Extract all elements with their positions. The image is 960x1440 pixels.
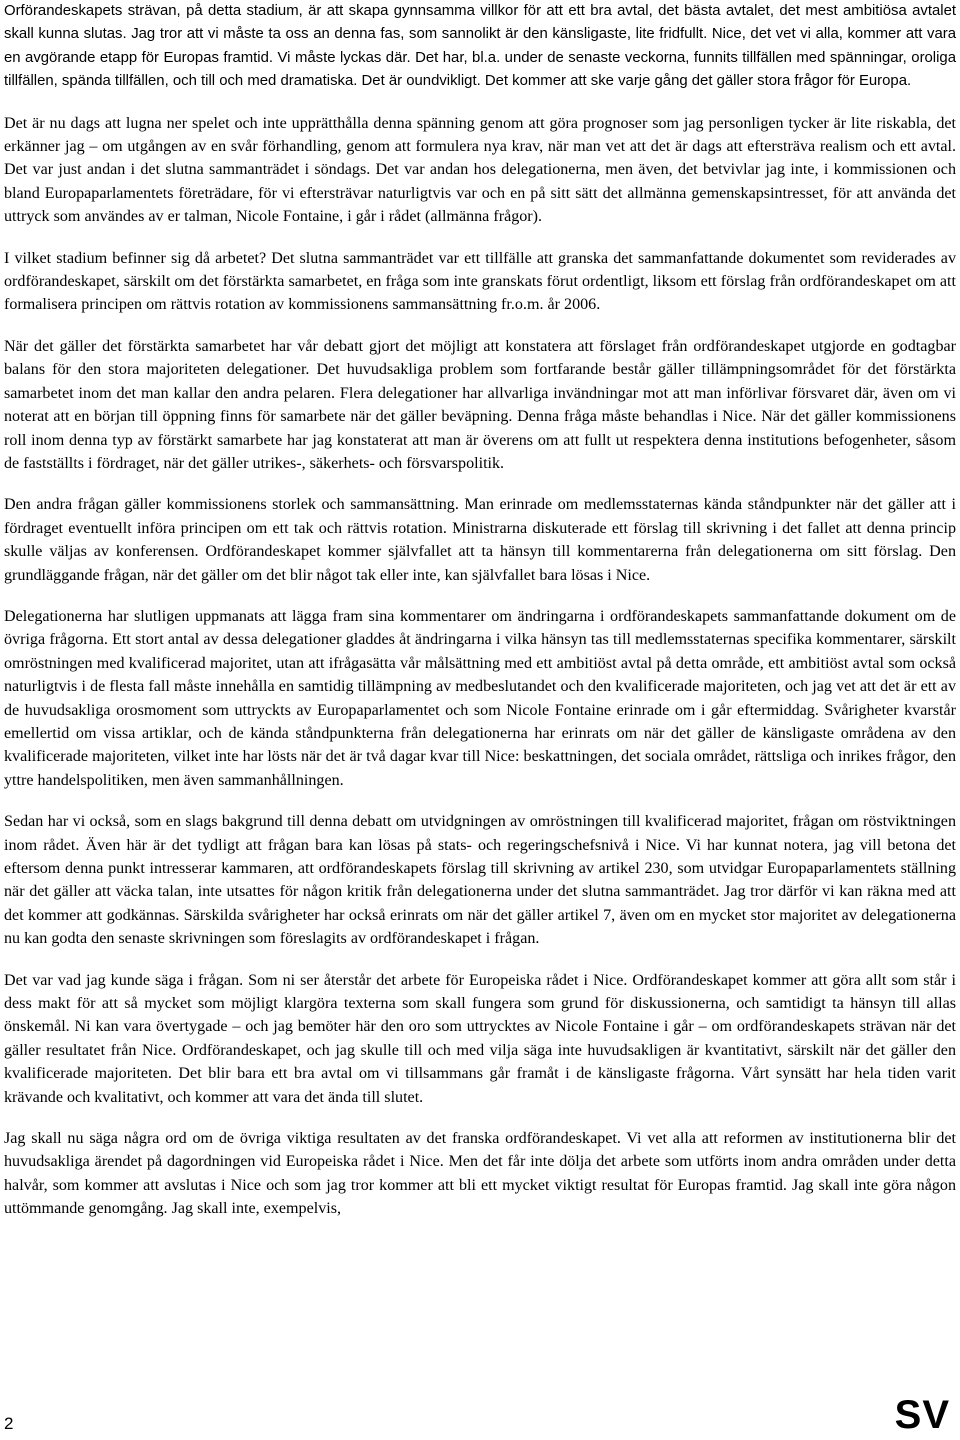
paragraph-2: Det är nu dags att lugna ner spelet och inte upprätthålla denna spänning genom att göra prognoser som jag personligen tycker är lite riskabla, det erkänner jag – om utgången av en svår förhandling, genom att formulera nya krav, när man vet att det är dags att eftersträva realism och ett avtal. Det var just andan i det slutna sammanträdet i söndags. Det var andan hos delegationerna, men även, det betvivlar jag inte, i kommissionen och bland Europaparlamentets företrädare, för vi eftersträvar naturligtvis var och en på sitt sätt det allmänna gemenskapsintresset, för att använda det uttryck som användes av er talman, Nicole Fontaine, i går i rådet (allmänna frågor). [4, 114, 956, 226]
page-number: 2 [4, 1414, 14, 1433]
paragraph-5: Den andra frågan gäller kommissionens storlek och sammansättning. Man erinrade om medlemsstaternas kända ståndpunkter när det gäller att i fördraget eventuellt införa principen om ett tak och rättvis rotation. Ministrarna diskuterade ett förslag till skrivning i det fallet att denna princip skulle väljas av konferensen. Ordförandeskapet kommer självfallet att ta hänsyn till kommentarerna från delegationerna om sitt förslag. Den grundläggande frågan, när det gäller om det blir något tak eller inte, kan självfallet bara lösas i Nice. [4, 496, 956, 584]
paragraph-spacer [4, 229, 956, 247]
paragraph-8: Det var vad jag kunde säga i frågan. Som ni ser återstår det arbete för Europeiska rådet i Nice. Ordförandeskapet kommer att göra allt som står i dess makt för att så mycket som möjligt klargöra texterna som skall fungera som grund för diskussionerna, och samtidigt ta hänsyn till allas önskemål. Ni kan vara övertygade – och jag bemöter här den oro som uttrycktes av Nicole Fontaine i går – om ordförandeskapets strävan när det gäller resultatet från Nice. Ordförandeskapet, och jag skulle till och med vilja säga inte huvudsakligen är kvantitativt, särskilt när det gäller den kvalificerade majoriteten. Det blir bara ett bra avtal om vi tillsammans går framåt i de känsligaste frågorna. Vårt synsätt har hela tiden varit krävande och kvalitativt, och kommer att vara det ända till slutet. [4, 971, 956, 1106]
paragraph-spacer [4, 317, 956, 335]
paragraph-4: När det gäller det förstärkta samarbetet har vår debatt gjort det möjligt att konstatera att förslaget från ordförandeskapet utgjorde en godtagbar balans för den stora majoriteten delegationer. Det huvudsakliga problem som fortfarande består gäller tillämpningsområdet för det förstärkta samarbetet inom det man kallar den andra pelaren. Flera delegationer har allvarliga invändningar mot att man införlivar försvaret där, även om vi noterat att en början till öppning finns för samarbete när det gäller beväpning. Denna fråga måste behandlas i Nice. När det gäller kommissionens roll inom denna typ av förstärkt samarbete har jag konstaterat att man är överens om att fullt ut respektera denna institutions befogenheter, såsom de fastställts i fördraget, när det gäller utrikes-, säkerhets- och försvarspolitik. [4, 337, 956, 472]
document-body [4, 0, 956, 1221]
paragraph-9: Jag skall nu säga några ord om de övriga viktiga resultaten av det franska ordförandeskapet. Vi vet alla att reformen av institutionerna blir det huvudsakliga ärendet på dagordningen vid Europeiska rådet i Nice. Men det får inte dölja det arbete som utförts inom andra områden under detta halvår, som kommer att avslutas i Nice och som jag tror kommer att bli ett mycket viktigt resultat för Europas framtid. Jag skall inte göra någon uttömmande genomgång. Jag skall inte, exempelvis, [4, 1130, 956, 1218]
paragraph-7: Sedan har vi också, som en slags bakgrund till denna debatt om utvidgningen av omröstningen till kvalificerad majoritet, frågan om röstviktningen inom rådet. Även här är det tydligt att frågan bara kan lösas på stats- och regeringschefsnivå i Nice. Vi har kunnat notera, jag vill betona det eftersom denna punkt intresserar kammaren, att ordförandeskapets förslag till skrivning av artikel 230, som utvidgar Europaparlamentets ställning när det gäller att väcka talan, inte utsattes för någon kritik från delegationerna under det slutna sammanträdet. Jag tror därför vi kan räkna med att det kommer att godkännas. Särskilda svårigheter har också erinrats om när det gäller artikel 7, även om en mycket stor majoritet av delegationerna nu kan godta den senaste skrivningen som föreslagits av ordförandeskapet i frågan. [4, 813, 956, 948]
paragraph-6: Delegationerna har slutligen uppmanats att lägga fram sina kommentarer om ändringarna i ordförandeskapets sammanfattande dokument om de övriga frågorna. Ett stort antal av dessa delegationer gladdes åt ändringarna i vilka hänsyn tas till medlemsstaternas specifika kommentarer, särskilt omröstningen med kvalificerad majoritet, utan att ifrågasätta vår målsättning med ett ambitiöst avtal på detta område, ett ambitiöst avtal som också naturligtvis i de flesta fall måste innehålla en samtidig tillämpning av medbeslutandet och den kvalificerade majoriteten, och jag vet att det är ett av de huvudsakliga orosmoment som uttryckts av Europaparlamentet och som Nicole Fontaine erinrade om i går eftermiddag. Svårigheter kvarstår emellertid om vissa artiklar, och de kända ståndpunkterna från delegationerna har erinrats om när det gäller de känsligaste områdena av den kvalificerade majoriteten, vilket inte har lösts när det är två dagar kvar till Nice: beskattningen, det sociala området, rättsliga och inrikes frågor, den yttre handelspolitiken, men även sammanhållningen. [4, 607, 956, 789]
paragraph-spacer [4, 792, 956, 810]
paragraph-spacer [4, 1109, 956, 1127]
paragraph-spacer [4, 951, 956, 969]
paragraph-spacer [4, 94, 956, 112]
language-code: SV [894, 1393, 950, 1437]
paragraph-spacer [4, 587, 956, 605]
paragraph-1: Orförandeskapets strävan, på detta stadium, är att skapa gynnsamma villkor för att ett bra avtal, det bästa avtalet, det mest ambitiösa avtalet skall kunna slutas. Jag tror att vi måste ta oss an denna fas, som sannolikt är den känsligaste, lite fridfullt. Nice, det vet vi alla, kommer att vara en avgörande etapp för Europas framtid. Vi måste lyckas där. Det har, bl.a. under de senaste veckorna, funnits tillfällen med spänningar, oroliga tillfällen, spända tillfällen, och till och med dramatiska. Det är oundvikligt. Det kommer att ske varje gång det gäller stora frågor för Europa. [4, 3, 956, 90]
paragraph-3: I vilket stadium befinner sig då arbetet? Det slutna sammanträdet var ett tillfälle att granska det sammanfattande dokumentet som reviderades av ordförandeskapet, särskilt om det förstärkta samarbetet, en fråga som inte granskats förut ordentligt, liksom ett förslag från ordförandeskapet om att formalisera principen om rättvis rotation av kommissionens sammansättning fr.o.m. år 2006. [4, 249, 956, 314]
paragraph-spacer [4, 475, 956, 493]
